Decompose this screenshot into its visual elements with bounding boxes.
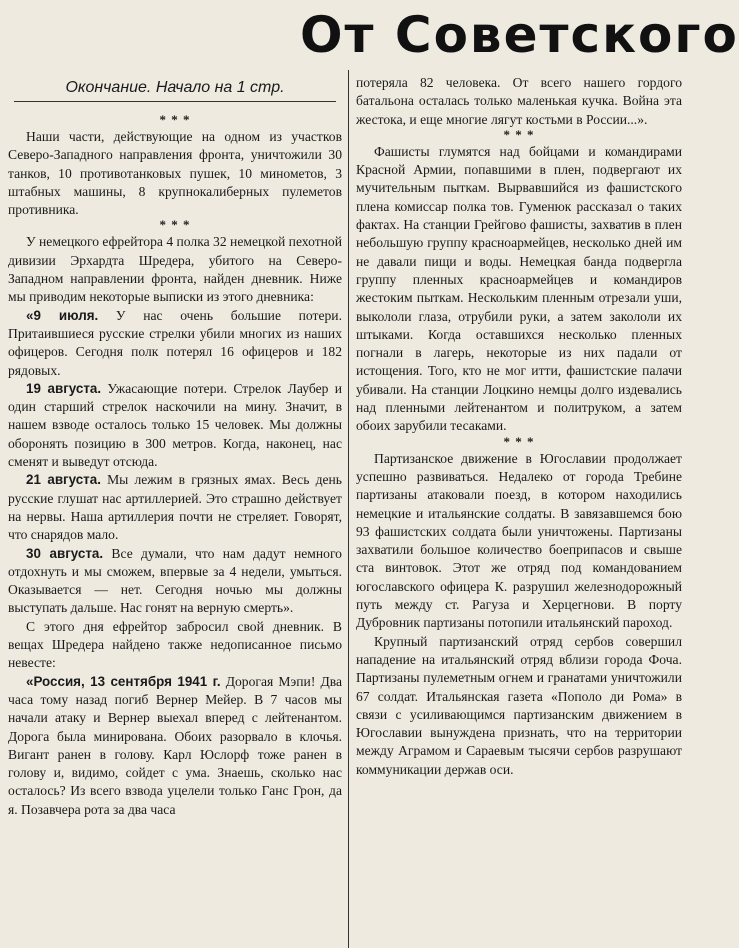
article-paragraph: Крупный партизанский отряд сербов совершил нападение на итальянский отряд вблизи города Фоча. Партизаны пулеметным огнем и гранатами уничтожили 67 солдат. Итальянская газета «Пополо ди Рома» в связи с усиливающимся партизанским движением в Югославии вынуждена признать, что на территории между Аграмом и Сараевым тысячи сербов разрушают коммуникации держав оси. xyxy=(356,633,682,777)
article-paragraph: Партизанское движение в Югославии продолжает успешно развиваться. Недалеко от города Требине партизаны атаковали поезд, в котором находились немецкие и итальянские солдаты. В завязавшемся бою 93 фашистских солдата были уничтожены. Партизаны захватили большое количество боеприпасов и свыше ста винтовок. Этот же отряд под командованием югославского офицера К. разрушил железнодорожный путь между ст. Рагуза и Херцегнови. В порту Дубровник партизаны потопили итальянский пароход. xyxy=(356,450,682,631)
continuation-note: Окончание. Начало на 1 стр. xyxy=(65,79,285,96)
right-column xyxy=(356,74,682,779)
letter-paragraph xyxy=(8,673,342,819)
diary-entry xyxy=(8,307,342,380)
article-paragraph: С этого дня ефрейтор забросил свой дневник. В вещах Шредера найдено также недописанное письмо невесте: xyxy=(8,618,342,671)
diary-date: 21 августа. xyxy=(26,472,101,488)
continuation-rule xyxy=(14,101,336,102)
diary-entry xyxy=(8,545,342,618)
section-stars: * * * xyxy=(503,433,535,449)
section-stars: * * * xyxy=(159,112,191,127)
page-headline: От Советского xyxy=(300,6,739,64)
diary-entry xyxy=(8,471,342,544)
diary-date: 30 августа. xyxy=(26,545,104,561)
letter-date: «Россия, 13 сентября 1941 г. xyxy=(26,673,221,689)
article-paragraph: У немецкого ефрейтора 4 полка 32 немецкой пехотной дивизии Эрхардта Шредера, убитого на Северо-Западном направлении фронта, найден дневник. Ниже мы приводим некоторые выписки из этого дневника: xyxy=(8,234,342,305)
section-stars: * * * xyxy=(159,217,191,233)
section-stars: * * * xyxy=(503,126,535,142)
article-paragraph: потеряла 82 человека. От всего нашего гордого батальона осталась только маленькая кучка. Война эта жестока, и еще многие лягут костьми в России...». xyxy=(356,75,682,127)
diary-entry xyxy=(8,380,342,471)
diary-text: Мы лежим в грязных ямах. Весь день русские глушат нас артиллерией. Это страшно действует на нервы. Наша артиллерия почти не стреляет. Говорят, что снарядов мало. xyxy=(8,472,342,543)
article-paragraph: Фашисты глумятся над бойцами и командирами Красной Армии, попавшими в плен, подвергают их мучительным пыткам. Вырвавшийся из фашистского плена комиссар полка тов. Гуменюк рассказал о таких фактах. На станции Грейгово фашисты, захватив в плен небольшую группу красноармейцев, несколько дней им не давали пищи и воды. Немецкая банда подвергла группу пленных красноармейцев и командиров жестоким пыткам. Нескольким пленным отрезали уши, выкололи глаза, отрубили руки, а затем закололи их штыками. Когда оставшихся несколько пленных погнали в лагерь, некоторые из них падали от истощения. Того, кто не мог итти, фашистские палачи убивали. На станции Лоцкино немцы долго издевались над пленными лейтенантом и политруком, а затем обоих зарубили тесаками. xyxy=(356,143,682,434)
diary-text: У нас очень большие потери. Притаившиеся русские стрелки убили многих из наших офицеров. Сегодня полк потерял 16 офицеров и 182 рядовых. xyxy=(8,307,342,378)
left-column xyxy=(8,78,342,819)
article-paragraph: Наши части, действующие на одном из участков Северо-Западного направления фронта, уничтожили 30 танков, 10 противотанковых пушек, 10 минометов, 3 штабных машины, 8 крупнокалиберных пулеметов противника. xyxy=(8,129,342,218)
letter-text: Дорогая Мэпи! Два часа тому назад погиб Вернер Мейер. В 7 часов мы начали атаку и Вернер выехал вперед с лейтенантом. Дорога была минирована. Обоих разорвало в клочья. Вигант ранен в голову. Карл Юслорф тоже ранен в голову и, видимо, сойдет с ума. Знаешь, сколько нас осталось? Из всего взвода уцелели только Ганс Грон, да я. Позавчера рота за два часа xyxy=(8,673,343,817)
diary-text: Ужасающие потери. Стрелок Лаубер и один старший стрелок наскочили на мину. Значит, в нашем взводе осталось только 15 человек. Мы должны оборонять позицию в 300 метров. Когда, наконец, нас сменят и выведут отсюда. xyxy=(8,380,342,470)
diary-date: «9 июля. xyxy=(26,307,99,323)
diary-text: Все думали, что нам дадут немного отдохнуть и мы сможем, впервые за 4 недели, умыться. Оказывается — нет. Сегодня ночью мы должны выступать дальше. Нас гонят на верную смерть». xyxy=(8,545,342,616)
column-divider xyxy=(348,70,349,948)
diary-date: 19 августа. xyxy=(26,380,102,396)
